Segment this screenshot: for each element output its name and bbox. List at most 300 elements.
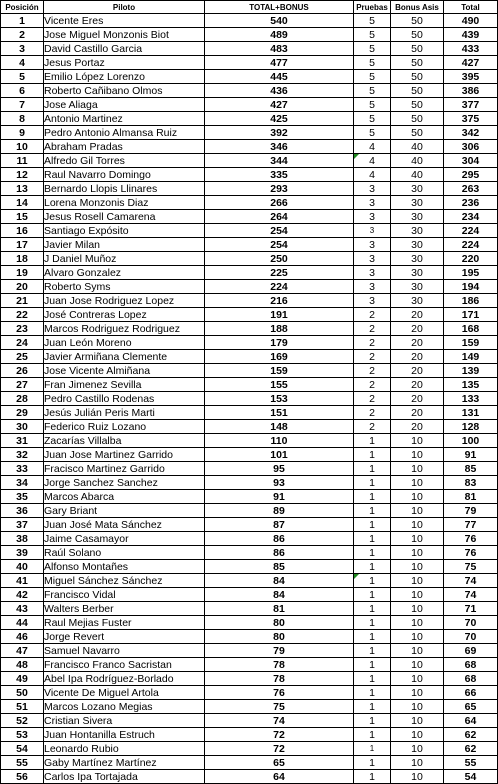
cell-position: 29 <box>1 406 44 420</box>
table-row <box>1 462 498 476</box>
cell-total: 65 <box>444 700 498 714</box>
cell-bonus: 30 <box>391 266 444 280</box>
table-row <box>1 196 498 210</box>
cell-pruebas: 1 <box>354 462 391 476</box>
cell-bonus: 10 <box>391 728 444 742</box>
cell-bonus: 50 <box>391 28 444 42</box>
cell-position: 51 <box>1 700 44 714</box>
cell-pilot-name: Jaime Casamayor <box>44 532 205 546</box>
table-row <box>1 252 498 266</box>
cell-pilot-name: J Daniel Muñoz <box>44 252 205 266</box>
table-row <box>1 294 498 308</box>
cell-total: 64 <box>444 714 498 728</box>
cell-total-bonus: 224 <box>205 280 354 294</box>
header-pilot: Piloto <box>44 1 205 14</box>
cell-pruebas: 3 <box>354 294 391 308</box>
cell-pruebas: 4 <box>354 140 391 154</box>
cell-total: 83 <box>444 476 498 490</box>
cell-position: 40 <box>1 560 44 574</box>
cell-pilot-name: Jorge Sanchez Sanchez <box>44 476 205 490</box>
cell-pruebas: 1 <box>354 476 391 490</box>
cell-total: 224 <box>444 238 498 252</box>
cell-total-bonus: 80 <box>205 630 354 644</box>
cell-position: 38 <box>1 532 44 546</box>
cell-bonus: 20 <box>391 420 444 434</box>
cell-bonus: 20 <box>391 364 444 378</box>
table-row <box>1 406 498 420</box>
cell-total-bonus: 427 <box>205 98 354 112</box>
cell-pilot-name: Jorge Revert <box>44 630 205 644</box>
cell-bonus: 10 <box>391 504 444 518</box>
cell-pilot-name: Marcos Abarca <box>44 490 205 504</box>
table-row <box>1 28 498 42</box>
cell-total: 85 <box>444 462 498 476</box>
cell-total: 100 <box>444 434 498 448</box>
cell-total: 68 <box>444 658 498 672</box>
cell-pilot-name: David Castillo Garcia <box>44 42 205 56</box>
cell-total-bonus: 64 <box>205 770 354 784</box>
cell-pruebas: 1 <box>354 532 391 546</box>
cell-total: 386 <box>444 84 498 98</box>
cell-position: 20 <box>1 280 44 294</box>
header-row <box>1 1 498 14</box>
cell-pilot-name: Alfonso Montañes <box>44 560 205 574</box>
table-row <box>1 14 498 28</box>
cell-position: 34 <box>1 476 44 490</box>
cell-bonus: 10 <box>391 770 444 784</box>
cell-total: 433 <box>444 42 498 56</box>
table-row <box>1 532 498 546</box>
cell-total: 54 <box>444 770 498 784</box>
cell-pruebas: 5 <box>354 126 391 140</box>
cell-pruebas: 3 <box>354 196 391 210</box>
cell-position: 13 <box>1 182 44 196</box>
cell-bonus: 10 <box>391 700 444 714</box>
table-row <box>1 56 498 70</box>
table-row <box>1 210 498 224</box>
cell-total: 79 <box>444 504 498 518</box>
cell-pruebas: 1 <box>354 770 391 784</box>
cell-total-bonus: 540 <box>205 14 354 28</box>
cell-pilot-name: Jesus Portaz <box>44 56 205 70</box>
cell-pruebas: 2 <box>354 420 391 434</box>
cell-total-bonus: 191 <box>205 308 354 322</box>
cell-pruebas: 5 <box>354 98 391 112</box>
header-pruebas: Pruebas <box>354 1 391 14</box>
cell-position: 53 <box>1 728 44 742</box>
cell-bonus: 50 <box>391 84 444 98</box>
cell-total-bonus: 179 <box>205 336 354 350</box>
table-row <box>1 644 498 658</box>
cell-total: 75 <box>444 560 498 574</box>
cell-bonus: 10 <box>391 616 444 630</box>
table-row <box>1 714 498 728</box>
table-row <box>1 378 498 392</box>
cell-pilot-name: Santiago Expósito <box>44 224 205 238</box>
cell-position: 49 <box>1 672 44 686</box>
cell-pruebas: 1 <box>354 742 391 756</box>
table-row <box>1 588 498 602</box>
table-row <box>1 686 498 700</box>
cell-bonus: 10 <box>391 490 444 504</box>
cell-pruebas: 2 <box>354 322 391 336</box>
cell-position: 4 <box>1 56 44 70</box>
table-row <box>1 756 498 770</box>
cell-bonus: 10 <box>391 532 444 546</box>
cell-pruebas: 1 <box>354 728 391 742</box>
cell-bonus: 30 <box>391 224 444 238</box>
cell-pilot-name: Samuel Navarro <box>44 644 205 658</box>
cell-position: 6 <box>1 84 44 98</box>
cell-position: 50 <box>1 686 44 700</box>
cell-pruebas: 5 <box>354 112 391 126</box>
cell-total-bonus: 101 <box>205 448 354 462</box>
cell-total-bonus: 445 <box>205 70 354 84</box>
cell-bonus: 50 <box>391 126 444 140</box>
cell-position: 41 <box>1 574 44 588</box>
cell-bonus: 50 <box>391 56 444 70</box>
cell-pruebas: 1 <box>354 546 391 560</box>
cell-pruebas: 1 <box>354 714 391 728</box>
header-bonus: Bonus Asis <box>391 1 444 14</box>
cell-pilot-name: Fran Jimenez Sevilla <box>44 378 205 392</box>
cell-position: 25 <box>1 350 44 364</box>
cell-bonus: 40 <box>391 140 444 154</box>
cell-total: 62 <box>444 728 498 742</box>
table-row <box>1 280 498 294</box>
cell-total-bonus: 76 <box>205 686 354 700</box>
table-row <box>1 392 498 406</box>
cell-pilot-name: Raul Navarro Domingo <box>44 168 205 182</box>
cell-position: 52 <box>1 714 44 728</box>
cell-total-bonus: 293 <box>205 182 354 196</box>
cell-bonus: 10 <box>391 630 444 644</box>
cell-pilot-name: Juan José Mata Sánchez <box>44 518 205 532</box>
table-row <box>1 322 498 336</box>
cell-pruebas: 5 <box>354 42 391 56</box>
cell-bonus: 50 <box>391 42 444 56</box>
cell-total-bonus: 72 <box>205 728 354 742</box>
cell-total-bonus: 346 <box>205 140 354 154</box>
cell-pilot-name: Leonardo Rubio <box>44 742 205 756</box>
cell-bonus: 20 <box>391 336 444 350</box>
cell-pruebas: 2 <box>354 392 391 406</box>
cell-total: 62 <box>444 742 498 756</box>
cell-pruebas: 3 <box>354 252 391 266</box>
cell-pilot-name: Lorena Monzonis Diaz <box>44 196 205 210</box>
cell-bonus: 10 <box>391 448 444 462</box>
cell-position: 9 <box>1 126 44 140</box>
cell-bonus: 50 <box>391 70 444 84</box>
cell-pruebas: 2 <box>354 378 391 392</box>
cell-pruebas: 2 <box>354 336 391 350</box>
cell-bonus: 30 <box>391 182 444 196</box>
cell-total-bonus: 85 <box>205 560 354 574</box>
cell-total: 236 <box>444 196 498 210</box>
cell-pilot-name: Jose Miguel Monzonis Biot <box>44 28 205 42</box>
cell-bonus: 10 <box>391 644 444 658</box>
cell-pruebas: 1 <box>354 588 391 602</box>
cell-bonus: 30 <box>391 294 444 308</box>
cell-total: 76 <box>444 532 498 546</box>
cell-pilot-name: Alfredo Gil Torres <box>44 154 205 168</box>
cell-total: 439 <box>444 28 498 42</box>
cell-bonus: 20 <box>391 308 444 322</box>
cell-pilot-name: Antonio Martinez <box>44 112 205 126</box>
cell-position: 43 <box>1 602 44 616</box>
cell-bonus: 10 <box>391 686 444 700</box>
cell-pruebas: 4 <box>354 154 391 168</box>
cell-total-bonus: 392 <box>205 126 354 140</box>
cell-total: 186 <box>444 294 498 308</box>
cell-total: 135 <box>444 378 498 392</box>
cell-total: 195 <box>444 266 498 280</box>
cell-position: 2 <box>1 28 44 42</box>
cell-pilot-name: Raúl Solano <box>44 546 205 560</box>
cell-pilot-name: Jesús Julián Peris Marti <box>44 406 205 420</box>
table-row <box>1 42 498 56</box>
cell-pruebas: 1 <box>354 434 391 448</box>
cell-position: 42 <box>1 588 44 602</box>
cell-total: 427 <box>444 56 498 70</box>
cell-pruebas: 1 <box>354 700 391 714</box>
cell-total: 68 <box>444 672 498 686</box>
table-row <box>1 434 498 448</box>
cell-total-bonus: 91 <box>205 490 354 504</box>
cell-position: 30 <box>1 420 44 434</box>
table-row <box>1 350 498 364</box>
cell-total: 81 <box>444 490 498 504</box>
cell-position: 23 <box>1 322 44 336</box>
cell-pilot-name: Emilio López Lorenzo <box>44 70 205 84</box>
cell-total-bonus: 159 <box>205 364 354 378</box>
cell-pruebas: 1 <box>354 616 391 630</box>
cell-total-bonus: 254 <box>205 238 354 252</box>
cell-bonus: 10 <box>391 588 444 602</box>
cell-pilot-name: Abraham Pradas <box>44 140 205 154</box>
cell-bonus: 10 <box>391 602 444 616</box>
cell-bonus: 50 <box>391 98 444 112</box>
cell-total-bonus: 266 <box>205 196 354 210</box>
cell-bonus: 20 <box>391 406 444 420</box>
cell-position: 3 <box>1 42 44 56</box>
cell-pilot-name: Jose Aliaga <box>44 98 205 112</box>
table-row <box>1 574 498 588</box>
cell-total: 70 <box>444 630 498 644</box>
cell-total: 55 <box>444 756 498 770</box>
cell-pilot-name: Francisco Franco Sacristan <box>44 658 205 672</box>
cell-bonus: 10 <box>391 560 444 574</box>
cell-position: 18 <box>1 252 44 266</box>
cell-total: 74 <box>444 574 498 588</box>
cell-bonus: 10 <box>391 658 444 672</box>
cell-total: 306 <box>444 140 498 154</box>
cell-bonus: 20 <box>391 350 444 364</box>
cell-total-bonus: 477 <box>205 56 354 70</box>
cell-position: 21 <box>1 294 44 308</box>
cell-pilot-name: Raul Mejias Fuster <box>44 616 205 630</box>
cell-pruebas: 1 <box>354 658 391 672</box>
cell-total-bonus: 79 <box>205 644 354 658</box>
cell-total-bonus: 78 <box>205 658 354 672</box>
cell-total-bonus: 169 <box>205 350 354 364</box>
cell-position: 22 <box>1 308 44 322</box>
cell-position: 7 <box>1 98 44 112</box>
table-row <box>1 308 498 322</box>
cell-position: 37 <box>1 518 44 532</box>
cell-bonus: 30 <box>391 238 444 252</box>
cell-bonus: 30 <box>391 280 444 294</box>
cell-pruebas: 2 <box>354 308 391 322</box>
table-row <box>1 140 498 154</box>
cell-total-bonus: 250 <box>205 252 354 266</box>
header-total: Total <box>444 1 498 14</box>
cell-position: 8 <box>1 112 44 126</box>
cell-position: 27 <box>1 378 44 392</box>
cell-pilot-name: Jesus Rosell Camarena <box>44 210 205 224</box>
cell-position: 54 <box>1 742 44 756</box>
cell-position: 1 <box>1 14 44 28</box>
table-row <box>1 182 498 196</box>
cell-total-bonus: 254 <box>205 224 354 238</box>
cell-position: 15 <box>1 210 44 224</box>
cell-pruebas: 3 <box>354 266 391 280</box>
cell-pruebas: 4 <box>354 168 391 182</box>
cell-pruebas: 5 <box>354 56 391 70</box>
table-row <box>1 266 498 280</box>
cell-total-bonus: 89 <box>205 504 354 518</box>
table-row <box>1 742 498 756</box>
cell-total-bonus: 153 <box>205 392 354 406</box>
table-row <box>1 490 498 504</box>
cell-pilot-name: Marcos Rodriguez Rodriguez <box>44 322 205 336</box>
cell-position: 17 <box>1 238 44 252</box>
cell-pruebas: 1 <box>354 756 391 770</box>
cell-total-bonus: 335 <box>205 168 354 182</box>
table-row <box>1 336 498 350</box>
table-row <box>1 770 498 784</box>
cell-pruebas: 2 <box>354 406 391 420</box>
cell-pruebas: 1 <box>354 504 391 518</box>
cell-total: 76 <box>444 546 498 560</box>
cell-position: 55 <box>1 756 44 770</box>
cell-total-bonus: 264 <box>205 210 354 224</box>
cell-total: 171 <box>444 308 498 322</box>
table-header <box>1 1 498 14</box>
table-row <box>1 154 498 168</box>
cell-total: 375 <box>444 112 498 126</box>
cell-position: 47 <box>1 644 44 658</box>
cell-pruebas: 5 <box>354 14 391 28</box>
table-row <box>1 98 498 112</box>
cell-total-bonus: 110 <box>205 434 354 448</box>
table-row <box>1 672 498 686</box>
cell-pruebas: 1 <box>354 574 391 588</box>
cell-total: 69 <box>444 644 498 658</box>
cell-total: 159 <box>444 336 498 350</box>
cell-pruebas: 3 <box>354 210 391 224</box>
table-row <box>1 602 498 616</box>
cell-pilot-name: Federico Ruiz Lozano <box>44 420 205 434</box>
cell-bonus: 10 <box>391 714 444 728</box>
cell-position: 5 <box>1 70 44 84</box>
table-row <box>1 224 498 238</box>
cell-pilot-name: Miguel Sánchez Sánchez <box>44 574 205 588</box>
table-row <box>1 168 498 182</box>
cell-total: 224 <box>444 224 498 238</box>
cell-pilot-name: Pedro Castillo Rodenas <box>44 392 205 406</box>
cell-pruebas: 2 <box>354 350 391 364</box>
cell-pilot-name: José Contreras Lopez <box>44 308 205 322</box>
table-row <box>1 518 498 532</box>
cell-bonus: 10 <box>391 546 444 560</box>
cell-bonus: 10 <box>391 756 444 770</box>
cell-pilot-name: Marcos Lozano Megias <box>44 700 205 714</box>
cell-total-bonus: 148 <box>205 420 354 434</box>
cell-bonus: 40 <box>391 154 444 168</box>
cell-total-bonus: 425 <box>205 112 354 126</box>
cell-total-bonus: 81 <box>205 602 354 616</box>
cell-bonus: 30 <box>391 210 444 224</box>
cell-pruebas: 1 <box>354 560 391 574</box>
cell-pilot-name: Cristian Sivera <box>44 714 205 728</box>
cell-bonus: 30 <box>391 252 444 266</box>
cell-bonus: 10 <box>391 462 444 476</box>
cell-total: 66 <box>444 686 498 700</box>
cell-pilot-name: Francisco Vidal <box>44 588 205 602</box>
cell-total-bonus: 84 <box>205 574 354 588</box>
cell-pruebas: 1 <box>354 518 391 532</box>
cell-pilot-name: Javier Milan <box>44 238 205 252</box>
cell-pilot-name: Zacarías Villalba <box>44 434 205 448</box>
cell-total: 342 <box>444 126 498 140</box>
cell-position: 10 <box>1 140 44 154</box>
cell-total-bonus: 436 <box>205 84 354 98</box>
cell-position: 14 <box>1 196 44 210</box>
table-row <box>1 364 498 378</box>
cell-total: 71 <box>444 602 498 616</box>
cell-pruebas: 3 <box>354 224 391 238</box>
cell-pruebas: 1 <box>354 644 391 658</box>
cell-total-bonus: 74 <box>205 714 354 728</box>
cell-total-bonus: 151 <box>205 406 354 420</box>
cell-total-bonus: 225 <box>205 266 354 280</box>
cell-pruebas: 1 <box>354 490 391 504</box>
cell-total-bonus: 483 <box>205 42 354 56</box>
cell-pilot-name: Juan Jose Rodriguez Lopez <box>44 294 205 308</box>
cell-pilot-name: Jose Vicente Almiñana <box>44 364 205 378</box>
cell-pruebas: 5 <box>354 28 391 42</box>
cell-total-bonus: 75 <box>205 700 354 714</box>
cell-total-bonus: 86 <box>205 532 354 546</box>
cell-total: 263 <box>444 182 498 196</box>
cell-pilot-name: Vicente De Miguel Artola <box>44 686 205 700</box>
cell-pilot-name: Juan León Moreno <box>44 336 205 350</box>
table-row <box>1 126 498 140</box>
cell-total: 70 <box>444 616 498 630</box>
table-row <box>1 700 498 714</box>
table-row <box>1 420 498 434</box>
cell-bonus: 10 <box>391 476 444 490</box>
cell-bonus: 40 <box>391 168 444 182</box>
cell-total: 139 <box>444 364 498 378</box>
cell-position: 31 <box>1 434 44 448</box>
cell-total-bonus: 87 <box>205 518 354 532</box>
cell-pilot-name: Gaby Martínez Martínez <box>44 756 205 770</box>
table-row <box>1 560 498 574</box>
cell-bonus: 50 <box>391 14 444 28</box>
cell-pruebas: 5 <box>354 70 391 84</box>
